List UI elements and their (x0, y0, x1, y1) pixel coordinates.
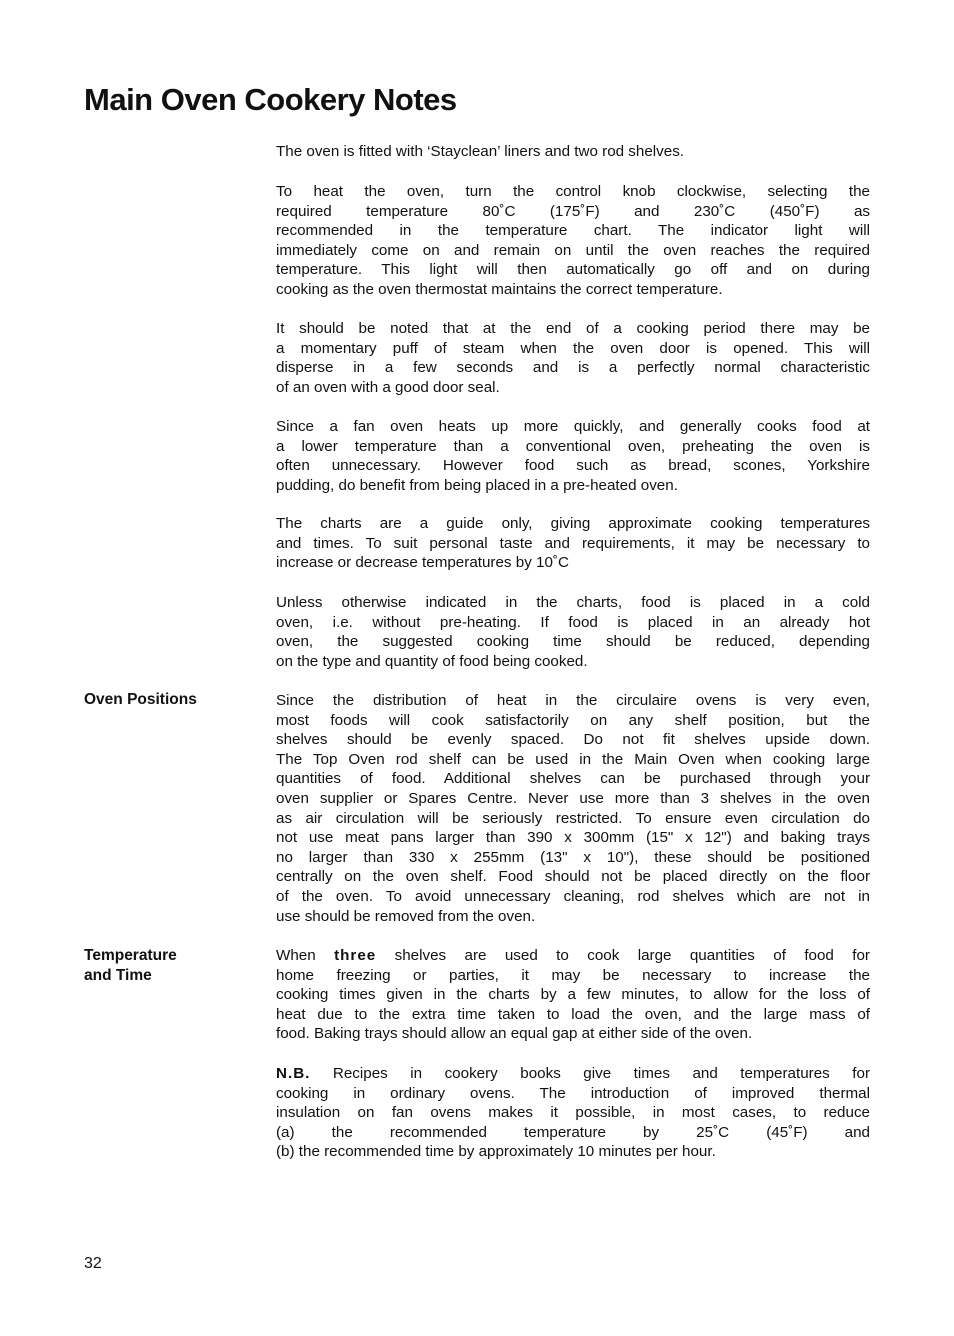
text-line (276, 1024, 870, 1044)
text-segment: increase or decrease temperatures by 10˚C (276, 554, 569, 572)
text-line (276, 142, 870, 162)
text-segment: use should be removed from the oven. (276, 907, 536, 925)
text-segment: a lower temperature than a conventional oven, preheating the oven is (276, 437, 870, 455)
text-segment: required temperature 80˚C (175˚F) and 230˚C (450˚F) as (276, 202, 870, 220)
text-segment: shelves are used to cook large quantities of food for (376, 947, 870, 964)
text-line (276, 730, 870, 750)
text-segment: To heat the oven, turn the control knob clockwise, selecting the (276, 183, 870, 200)
text-line (276, 691, 870, 711)
section-label-and-time: and Time (84, 966, 152, 984)
section-label-oven-positions: Oven Positions (84, 691, 197, 708)
text-line (276, 907, 870, 927)
text-line (276, 182, 870, 202)
text-segment: pudding, do benefit from being placed in a pre-heated oven. (276, 476, 678, 494)
text-segment: food. Baking trays should allow an equal gap at either side of the oven. (276, 1025, 753, 1043)
text-segment: and times. To suit personal taste and requirements, it may be necessary to (276, 534, 870, 552)
text-line (276, 867, 870, 887)
text-line (276, 358, 870, 378)
body-paragraph (276, 691, 870, 926)
text-segment: of the oven. To avoid unnecessary cleaning, rod shelves which are not in (276, 887, 870, 905)
text-line (276, 632, 870, 652)
text-segment: oven, the suggested cooking time should be reduced, depending (276, 633, 870, 651)
body-paragraph (276, 319, 870, 397)
text-segment: (b) the recommended time by approximately 10 minutes per hour. (276, 1143, 716, 1161)
text-line (276, 319, 870, 339)
text-segment: no larger than 330 x 255mm (13" x 10"), these should be positioned (276, 848, 870, 866)
text-line (276, 456, 870, 476)
section-label-temperature: Temperature (84, 947, 177, 964)
text-segment: shelves should be evenly spaced. Do not fit shelves upside down. (276, 731, 870, 749)
text-line (276, 1005, 870, 1025)
text-segment: Since the distribution of heat in the circulaire ovens is very even, (276, 692, 870, 709)
text-line (276, 828, 870, 848)
text-segment: cooking in ordinary ovens. The introduction of improved thermal (276, 1084, 870, 1102)
text-segment: on the type and quantity of food being cooked. (276, 652, 588, 670)
body-paragraph (276, 142, 870, 162)
text-line (276, 652, 870, 672)
text-line (276, 553, 870, 573)
body-paragraph (276, 417, 870, 495)
text-line (276, 593, 870, 613)
text-segment: cooking as the oven thermostat maintains the correct temperature. (276, 280, 723, 298)
text-line (276, 711, 870, 731)
text-line (276, 966, 870, 986)
text-segment: home freezing or parties, it may be necessary to increase the (276, 966, 870, 984)
text-line (276, 1142, 870, 1162)
text-line (276, 221, 870, 241)
text-line (276, 1123, 870, 1143)
text-segment: The Top Oven rod shelf can be used in the Main Oven when cooking large (276, 750, 870, 768)
body-paragraph (276, 514, 870, 573)
text-line (276, 946, 870, 966)
text-line (276, 848, 870, 868)
text-segment: immediately come on and remain on until the oven reaches the required (276, 241, 870, 259)
text-line (276, 789, 870, 809)
text-segment: quantities of food. Additional shelves can be purchased through your (276, 770, 870, 788)
text-segment: recommended in the temperature chart. The indicator light will (276, 222, 870, 240)
bold-text: N.B. (276, 1065, 311, 1082)
text-segment: insulation on fan ovens makes it possible, in most cases, to reduce (276, 1104, 870, 1122)
text-line (276, 202, 870, 222)
page-title: Main Oven Cookery Notes (84, 82, 457, 117)
text-line (276, 339, 870, 359)
text-line (276, 887, 870, 907)
text-line (276, 260, 870, 280)
text-line (276, 613, 870, 633)
text-segment: It should be noted that at the end of a cooking period there may be (276, 320, 870, 337)
text-line (276, 514, 870, 534)
text-segment: When (276, 947, 335, 964)
text-segment: oven supplier or Spares Centre. Never use more than 3 shelves in the oven (276, 789, 870, 807)
body-paragraph (276, 1064, 870, 1162)
text-segment: oven, i.e. without pre-heating. If food is placed in an already hot (276, 613, 870, 631)
text-line (276, 378, 870, 398)
text-segment: as air circulation will be seriously restricted. To ensure even circulation do (276, 809, 870, 827)
text-segment: centrally on the oven shelf. Food should not be placed directly on the floor (276, 868, 870, 886)
text-line (276, 1064, 870, 1084)
text-segment: Recipes in cookery books give times and temperatures for (310, 1065, 870, 1082)
text-line (276, 750, 870, 770)
text-segment: Unless otherwise indicated in the charts, food is placed in a cold (276, 594, 870, 611)
text-segment: The oven is fitted with ‘Stayclean’ liners and two rod shelves. (276, 143, 685, 160)
text-segment: The charts are a guide only, giving approximate cooking temperatures (276, 515, 870, 532)
text-segment: a momentary puff of steam when the oven door is opened. This will (276, 339, 870, 357)
text-segment: heat due to the extra time taken to load the oven, and the large mass of (276, 1005, 870, 1023)
text-line (276, 534, 870, 554)
text-segment: often unnecessary. However food such as bread, scones, Yorkshire (276, 457, 870, 475)
text-line (276, 769, 870, 789)
body-paragraph (276, 182, 870, 300)
text-segment: (a) the recommended temperature by 25˚C (45˚F) and (276, 1123, 870, 1141)
bold-text: three (334, 947, 377, 964)
text-line (276, 1084, 870, 1104)
text-line (276, 476, 870, 496)
text-line (276, 1103, 870, 1123)
text-segment: Since a fan oven heats up more quickly, and generally cooks food at (276, 418, 870, 435)
text-segment: most foods will cook satisfactorily on any shelf position, but the (276, 711, 870, 729)
body-paragraph (276, 593, 870, 671)
text-segment: not use meat pans larger than 390 x 300mm (15" x 12") and baking trays (276, 829, 870, 847)
text-line (276, 437, 870, 457)
text-segment: disperse in a few seconds and is a perfectly normal characteristic (276, 359, 870, 377)
text-line (276, 417, 870, 437)
page-number: 32 (84, 1255, 102, 1272)
text-line (276, 985, 870, 1005)
body-paragraph (276, 946, 870, 1044)
text-line (276, 809, 870, 829)
text-line (276, 241, 870, 261)
text-segment: cooking times given in the charts by a few minutes, to allow for the loss of (276, 986, 870, 1004)
text-segment: of an oven with a good door seal. (276, 378, 500, 396)
text-line (276, 280, 870, 300)
text-segment: temperature. This light will then automatically go off and on during (276, 261, 870, 279)
